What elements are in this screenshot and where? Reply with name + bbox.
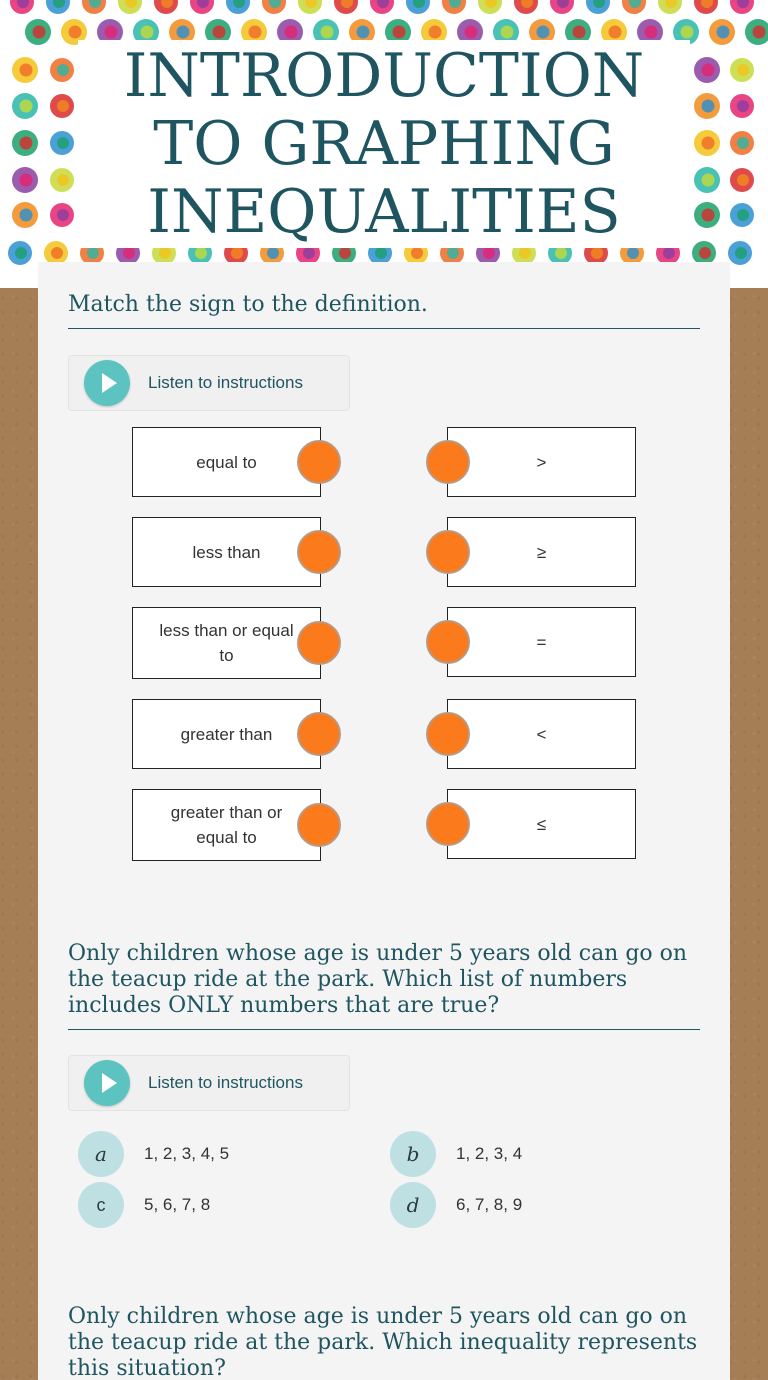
option-text: 5, 6, 7, 8 <box>144 1195 211 1214</box>
decorative-dot <box>730 0 754 14</box>
play-icon <box>84 360 130 406</box>
decorative-dot <box>12 57 38 83</box>
decorative-dot <box>262 0 286 14</box>
decorative-dot <box>514 0 538 14</box>
decorative-dot <box>694 57 720 83</box>
option-text: 6, 7, 8, 9 <box>456 1195 523 1214</box>
decorative-dot <box>694 130 720 156</box>
answer-option-b[interactable] <box>390 1131 522 1177</box>
decorative-dot <box>406 0 430 14</box>
decorative-dot <box>12 130 38 156</box>
decorative-dot <box>12 167 38 193</box>
decorative-dot <box>298 0 322 14</box>
option-text: 1, 2, 3, 4, 5 <box>144 1144 230 1163</box>
match-left-connector-5[interactable] <box>297 803 341 847</box>
worksheet-panel <box>38 262 730 1380</box>
match-right-item-4[interactable]: < <box>447 699 636 769</box>
answer-option-a[interactable] <box>78 1131 229 1177</box>
decorative-dot <box>50 168 74 192</box>
match-left-connector-3[interactable] <box>297 621 341 665</box>
decorative-dot <box>118 0 142 14</box>
decorative-dot <box>8 241 32 265</box>
match-right-item-3[interactable]: = <box>447 607 636 677</box>
match-right-connector-2[interactable] <box>426 530 470 574</box>
decorative-dot <box>730 58 754 82</box>
question-3-prompt: Only children whose age is under 5 years old can go on the teacup ride at the park. Which inequality represents this situation? <box>68 1304 698 1380</box>
match-right-item-1[interactable]: > <box>447 427 636 497</box>
decorative-dot <box>226 0 250 14</box>
match-left-item-5[interactable]: greater than or equal to <box>132 789 321 861</box>
decorative-dot <box>370 0 394 14</box>
play-icon <box>84 1060 130 1106</box>
title-box <box>78 40 690 248</box>
answer-option-c[interactable] <box>78 1182 210 1228</box>
decorative-dot <box>730 131 754 155</box>
decorative-dot <box>478 0 502 14</box>
decorative-dot <box>550 0 574 14</box>
decorative-dot <box>730 203 754 227</box>
decorative-dot <box>50 58 74 82</box>
decorative-dot <box>10 0 34 14</box>
worksheet-title: INTRODUCTION TO GRAPHING INEQUALITIES <box>123 41 645 247</box>
match-left-item-4[interactable]: greater than <box>132 699 321 769</box>
decorative-dot <box>334 0 358 14</box>
decorative-dot <box>586 0 610 14</box>
decorative-dot <box>730 94 754 118</box>
decorative-dot <box>82 0 106 14</box>
question-2-prompt: Only children whose age is under 5 years old can go on the teacup ride at the park. Which list of numbers includes ONLY numbers that are true? <box>68 941 700 1030</box>
decorative-dot <box>694 0 718 14</box>
option-letter-badge: d <box>390 1182 436 1228</box>
decorative-dot <box>658 0 682 14</box>
match-right-item-2[interactable]: ≥ <box>447 517 636 587</box>
decorative-dot <box>694 202 720 228</box>
option-letter-badge: c <box>78 1182 124 1228</box>
option-letter-badge: a <box>78 1131 124 1177</box>
decorative-dot <box>12 93 38 119</box>
match-right-connector-1[interactable] <box>426 440 470 484</box>
decorative-dot <box>46 0 70 14</box>
match-right-connector-5[interactable] <box>426 802 470 846</box>
decorative-dot <box>12 202 38 228</box>
listen-instructions-button-2[interactable] <box>68 1055 350 1111</box>
decorative-dot <box>730 168 754 192</box>
worksheet-header <box>0 0 768 288</box>
decorative-dot <box>694 93 720 119</box>
answer-option-d[interactable] <box>390 1182 522 1228</box>
decorative-dot <box>154 0 178 14</box>
decorative-dot <box>190 0 214 14</box>
decorative-dot <box>694 167 720 193</box>
option-letter-badge: b <box>390 1131 436 1177</box>
listen-instructions-button-1[interactable] <box>68 355 350 411</box>
decorative-dot <box>622 0 646 14</box>
listen-label: Listen to instructions <box>148 373 303 392</box>
match-left-item-3[interactable]: less than or equal to <box>132 607 321 679</box>
listen-label: Listen to instructions <box>148 1073 303 1092</box>
question-1-prompt: Match the sign to the definition. <box>68 292 700 329</box>
decorative-dot <box>728 241 752 265</box>
decorative-dot <box>50 203 74 227</box>
match-right-connector-4[interactable] <box>426 712 470 756</box>
match-left-connector-1[interactable] <box>297 440 341 484</box>
match-left-item-1[interactable]: equal to <box>132 427 321 497</box>
decorative-dot <box>745 19 768 45</box>
decorative-dot <box>25 19 51 45</box>
option-text: 1, 2, 3, 4 <box>456 1144 523 1163</box>
decorative-dot <box>709 19 735 45</box>
decorative-dot <box>50 131 74 155</box>
match-left-connector-2[interactable] <box>297 530 341 574</box>
decorative-dot <box>50 94 74 118</box>
match-left-item-2[interactable]: less than <box>132 517 321 587</box>
match-right-item-5[interactable]: ≤ <box>447 789 636 859</box>
decorative-dot <box>442 0 466 14</box>
match-left-connector-4[interactable] <box>297 712 341 756</box>
match-right-connector-3[interactable] <box>426 620 470 664</box>
